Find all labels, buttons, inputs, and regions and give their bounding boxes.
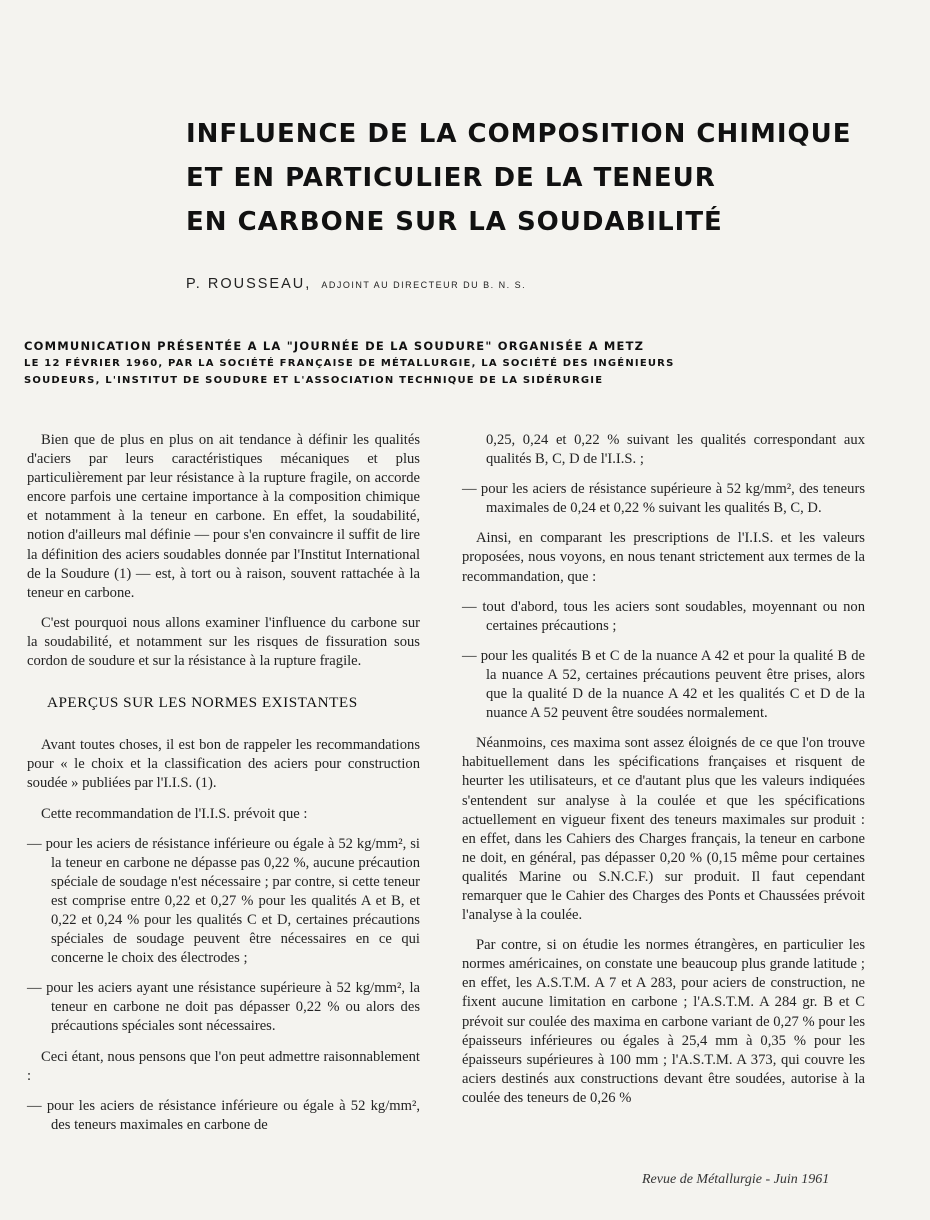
list-item-continuation: 0,25, 0,24 et 0,22 % suivant les qualités correspondant aux qualités B, C, D de l'I.I.S. ; [486,432,865,468]
paragraph: Avant toutes choses, il est bon de rappeler les recommandations pour « le choix et la classification des aciers pour construction soudée » publiées par l'I.I.S. (1). [27,737,420,792]
paragraph: Cette recommandation de l'I.I.S. prévoit que : [41,805,308,822]
paragraph: Néanmoins, ces maxima sont assez éloignés de ce que l'on trouve habituellement dans les spécifications françaises et risquent de heurter les utilisateurs, et ce d'autant plus que les valeurs indiquées s'entendent sur analyse à la coulée et que les spécifications actuellement en vigueur fixent des teneurs maximales sur produit : en effet, dans les Cahiers des Charges français, la teneur en carbone ne doit, en général, pas dépasser 0,20 % (0,15 même pour certaines qualités Marine ou S.N.C.F.) sur produit. Il faut cependant remarquer que le Cahier des Charges des Ponts et Chaussées prévoit l'analyse à la coulée. [462,735,865,924]
article-title [186,112,886,244]
author-role: ADJOINT AU DIRECTEUR DU B. N. S. [321,280,527,290]
paragraph: Ceci étant, nous pensons que l'on peut admettre raisonnablement : [27,1048,420,1084]
communication-line: COMMUNICATION PRÉSENTÉE A LA "JOURNÉE DE LA SOUDURE" ORGANISÉE A METZ [24,339,645,353]
paragraph: Bien que de plus en plus on ait tendance à définir les qualités d'aciers par leurs caractéristiques mécaniques et plus particulièrement par leur résistance à la rupture fragile, on accorde encore parfois une certaine importance à la composition chimique et notamment à la teneur en carbone. En effet, la soudabilité, notion d'ailleurs mal définie — pour s'en convaincre il suffit de lire la définition des aciers soudables donnée par l'Institut International de la Soudure (1) — est, à tort ou à raison, souvent rattachée à la teneur en carbone. [27,432,420,601]
author-line [186,276,526,292]
right-column [462,431,865,1119]
paragraph: C'est pourquoi nous allons examiner l'influence du carbone sur la soudabilité, et notamment sur les risques de fissuration sous cordon de soudure et sur la résistance à la rupture fragile. [27,614,420,670]
title-line: ET EN PARTICULIER DE LA TENEUR [186,163,716,193]
left-column [27,431,420,1146]
communication-line: SOUDEURS, L'INSTITUT DE SOUDURE ET L'ASSOCIATION TECHNIQUE DE LA SIDÉRURGIE [24,375,604,386]
communication-line: LE 12 FÉVRIER 1960, PAR LA SOCIÉTÉ FRANÇAISE DE MÉTALLURGIE, LA SOCIÉTÉ DES INGÉNIEURS [24,358,675,369]
author-name: P. ROUSSEAU, [186,276,312,292]
paragraph: Ainsi, en comparant les prescriptions de l'I.I.S. et les valeurs proposées, nous voyons, en nous tenant strictement aux termes de la recommandation, que : [462,530,865,585]
title-line: INFLUENCE DE LA COMPOSITION CHIMIQUE [186,119,852,149]
paragraph: Par contre, si on étudie les normes étrangères, en particulier les normes américaines, on constate une beaucoup plus grande latitude ; en effet, les A.S.T.M. A 7 et A 283, pour aciers de construction, ne fixent aucune limitation en carbone ; l'A.S.T.M. A 284 gr. B et C prévoit sur coulée des maxima en carbone variant de 0,27 % pour les épaisseurs inférieures ou égales à 25,4 mm à 0,35 % pour les épaisseurs supérieures à 100 mm ; l'A.S.T.M. A 373, qui couvre les aciers destinés aux constructions devant être soudées, autorise à la coulée des teneurs de 0,26 % [462,937,865,1106]
section-heading: APERÇUS SUR LES NORMES EXISTANTES [47,694,358,712]
list-item: — pour les aciers de résistance supérieure à 52 kg/mm², des teneurs maximales de 0,24 et 0,22 % suivant les qualités B, C, D. [462,481,865,517]
list-item: — pour les aciers ayant une résistance supérieure à 52 kg/mm², la teneur en carbone ne doit pas dépasser 0,22 % ou alors des précautions spéciales sont nécessaires. [27,980,420,1035]
list-item: — tout d'abord, tous les aciers sont soudables, moyennant ou non certaines précautions ; [462,598,865,634]
list-item: — pour les aciers de résistance inférieure ou égale à 52 kg/mm², des teneurs maximales en carbone de [27,1097,420,1133]
communication-note [24,338,894,389]
title-line: EN CARBONE SUR LA SOUDABILITÉ [186,207,723,237]
journal-footer: Revue de Métallurgie - Juin 1961 [642,1172,830,1187]
list-item: — pour les aciers de résistance inférieure ou égale à 52 kg/mm², si la teneur en carbone ne dépasse pas 0,22 %, aucune précaution spéciale de soudage n'est nécessaire ; par contre, si cette teneur est comprise entre 0,22 et 0,27 % pour les qualités A et B, et 0,22 et 0,24 % pour les qualités C et D, certaines précautions spéciales de soudage peuvent être nécessaires en ce qui concerne le choix des électrodes ; [27,835,420,967]
list-item: — pour les qualités B et C de la nuance A 42 et pour la qualité B de la nuance A 52, certaines précautions peuvent être prises, alors que la qualité D de la nuance A 42 et les qualités C et D de la nuance A 52 peuvent être soudées normalement. [462,647,865,722]
